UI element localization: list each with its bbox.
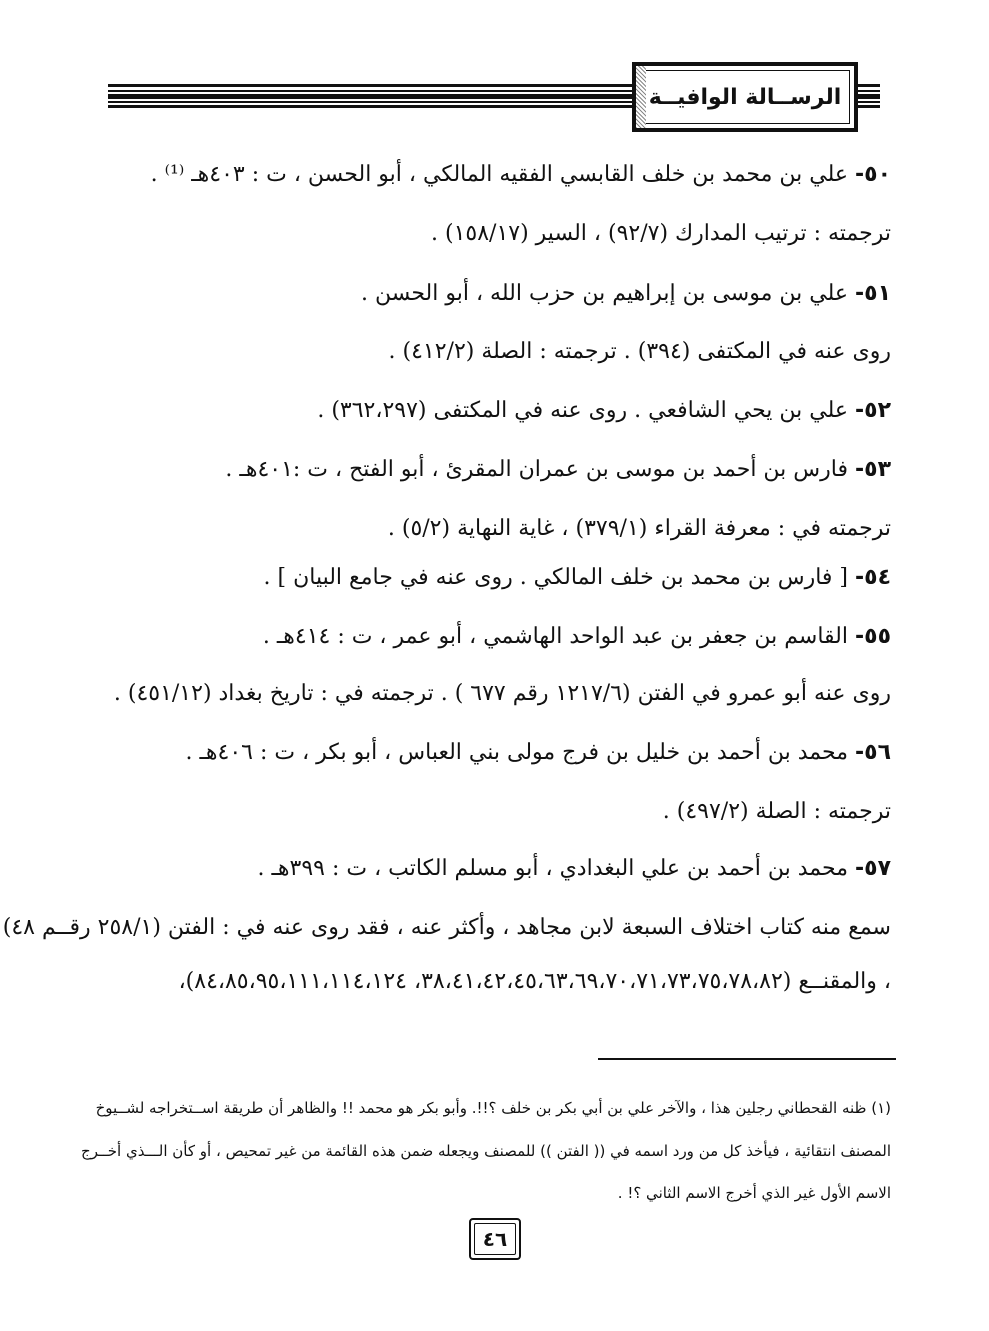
entry-text: سمع منه كتاب اختلاف السبعة لابن مجاهد ، وأكثر عنه ، فقد روى عنه في : الفتن (٢٥٨/١ رقــم ٤٨)	[2, 915, 891, 940]
entry-57-detail	[3, 913, 891, 943]
entry-53-source	[388, 514, 891, 544]
entry-text: محمد بن أحمد بن خليل بن فرج مولى بني العباس ، أبو بكر ، ت : ٤٠٦هـ .	[185, 740, 855, 765]
entry-57	[257, 854, 891, 884]
entry-text: روى عنه أبو عمرو في الفتن (١٢١٧/٦ رقم ٦٧٧ ) . ترجمته في : تاريخ بغداد (٤٥١/١٢) .	[113, 681, 891, 706]
entry-text: علي بن محمد بن خلف القابسي الفقيه المالكي ، أبو الحسن ، ت : ٤٠٣هـ ⁽¹⁾ .	[150, 162, 855, 187]
header-rule-left	[108, 84, 638, 108]
entry-number: ٥٣-	[855, 457, 891, 482]
entry-number: ٥٠-	[855, 162, 891, 187]
entry-55	[263, 622, 891, 652]
running-header-box	[632, 62, 858, 132]
entry-text: ترجمته : ترتيب المدارك (٩٢/٧) ، السير (١٥٨/١٧) .	[431, 221, 891, 246]
page-number: ٤٦	[482, 1227, 508, 1251]
page-number-box	[469, 1218, 521, 1260]
entry-number: ٥٤-	[855, 565, 891, 590]
entry-text: القاسم بن جعفر بن عبد الواحد الهاشمي ، أبو عمر ، ت : ٤١٤هـ .	[262, 624, 855, 649]
entry-text: علي بن موسى بن إبراهيم بن حزب الله ، أبو الحسن .	[361, 281, 855, 306]
entry-51-source	[389, 337, 891, 367]
entry-number: ٥٥-	[855, 624, 891, 649]
entry-text: محمد بن أحمد بن علي البغدادي ، أبو مسلم الكاتب ، ت : ٣٩٩هـ .	[257, 856, 855, 881]
footnote-line: (١) ظنه القحطاني رجلين هذا ، والآخر علي بن أبي بكر بن خلف ؟!!. وأبو بكر هو محمد !! والظاهر أن طريقة اســتخراجه لشــيوخ	[95, 1099, 891, 1117]
entry-number: ٥١-	[855, 281, 891, 306]
entry-50-source	[431, 219, 891, 249]
entry-text: ، والمقنــع (٣٨،٤١،٤٢،٤٥،٦٣،٦٩،٧٠،٧١،٧٣،٧٥،٧٨،٨٢، ٨٤،٨٥،٩٥،١١١،١١٤،١٢٤)،	[178, 969, 891, 994]
footnote-line: الاسم الأول غير الذي أخرج الاسم الثاني ؟! .	[617, 1184, 891, 1202]
entry-55-source	[114, 679, 891, 709]
entry-56-source	[663, 797, 891, 827]
entry-text: فارس بن أحمد بن موسى بن عمران المقرئ ، أبو الفتح ، ت :٤٠١هـ .	[225, 457, 855, 482]
entry-50	[151, 160, 891, 190]
entry-number: ٥٢-	[855, 398, 891, 423]
entry-52	[317, 396, 891, 426]
entry-51	[361, 279, 891, 309]
footnote-separator	[598, 1058, 896, 1060]
entry-number: ٥٧-	[855, 856, 891, 881]
entry-54	[264, 563, 891, 593]
entry-number: ٥٦-	[855, 740, 891, 765]
entry-text: علي بن يحي الشافعي . روى عنه في المكتفى (٣٦٢،٢٩٧) .	[317, 398, 855, 423]
entry-text: روى عنه في المكتفى (٣٩٤) . ترجمته : الصلة (٤١٢/٢) .	[388, 339, 891, 364]
running-header-title: الرســالة الوافيــة	[648, 84, 842, 110]
entry-text: ترجمته في : معرفة القراء (٣٧٩/١) ، غاية النهاية (٥/٢) .	[387, 516, 891, 541]
header-shade	[636, 66, 646, 128]
entry-53	[225, 455, 891, 485]
header-rule-right	[858, 84, 880, 108]
entry-56	[185, 738, 891, 768]
entry-57-detail-cont	[179, 967, 891, 997]
footnote-line: المصنف انتقائية ، فيأخذ كل من ورد اسمه في (( الفتن )) للمصنف ويجعله ضمن هذه القائمة من غير تمحيص ، أو كأن الـــذي أخــرج	[81, 1142, 891, 1160]
entry-text: [ فارس بن محمد بن خلف المالكي . روى عنه في جامع البيان ] .	[263, 565, 855, 590]
entry-text: ترجمته : الصلة (٤٩٧/٢) .	[662, 799, 891, 824]
